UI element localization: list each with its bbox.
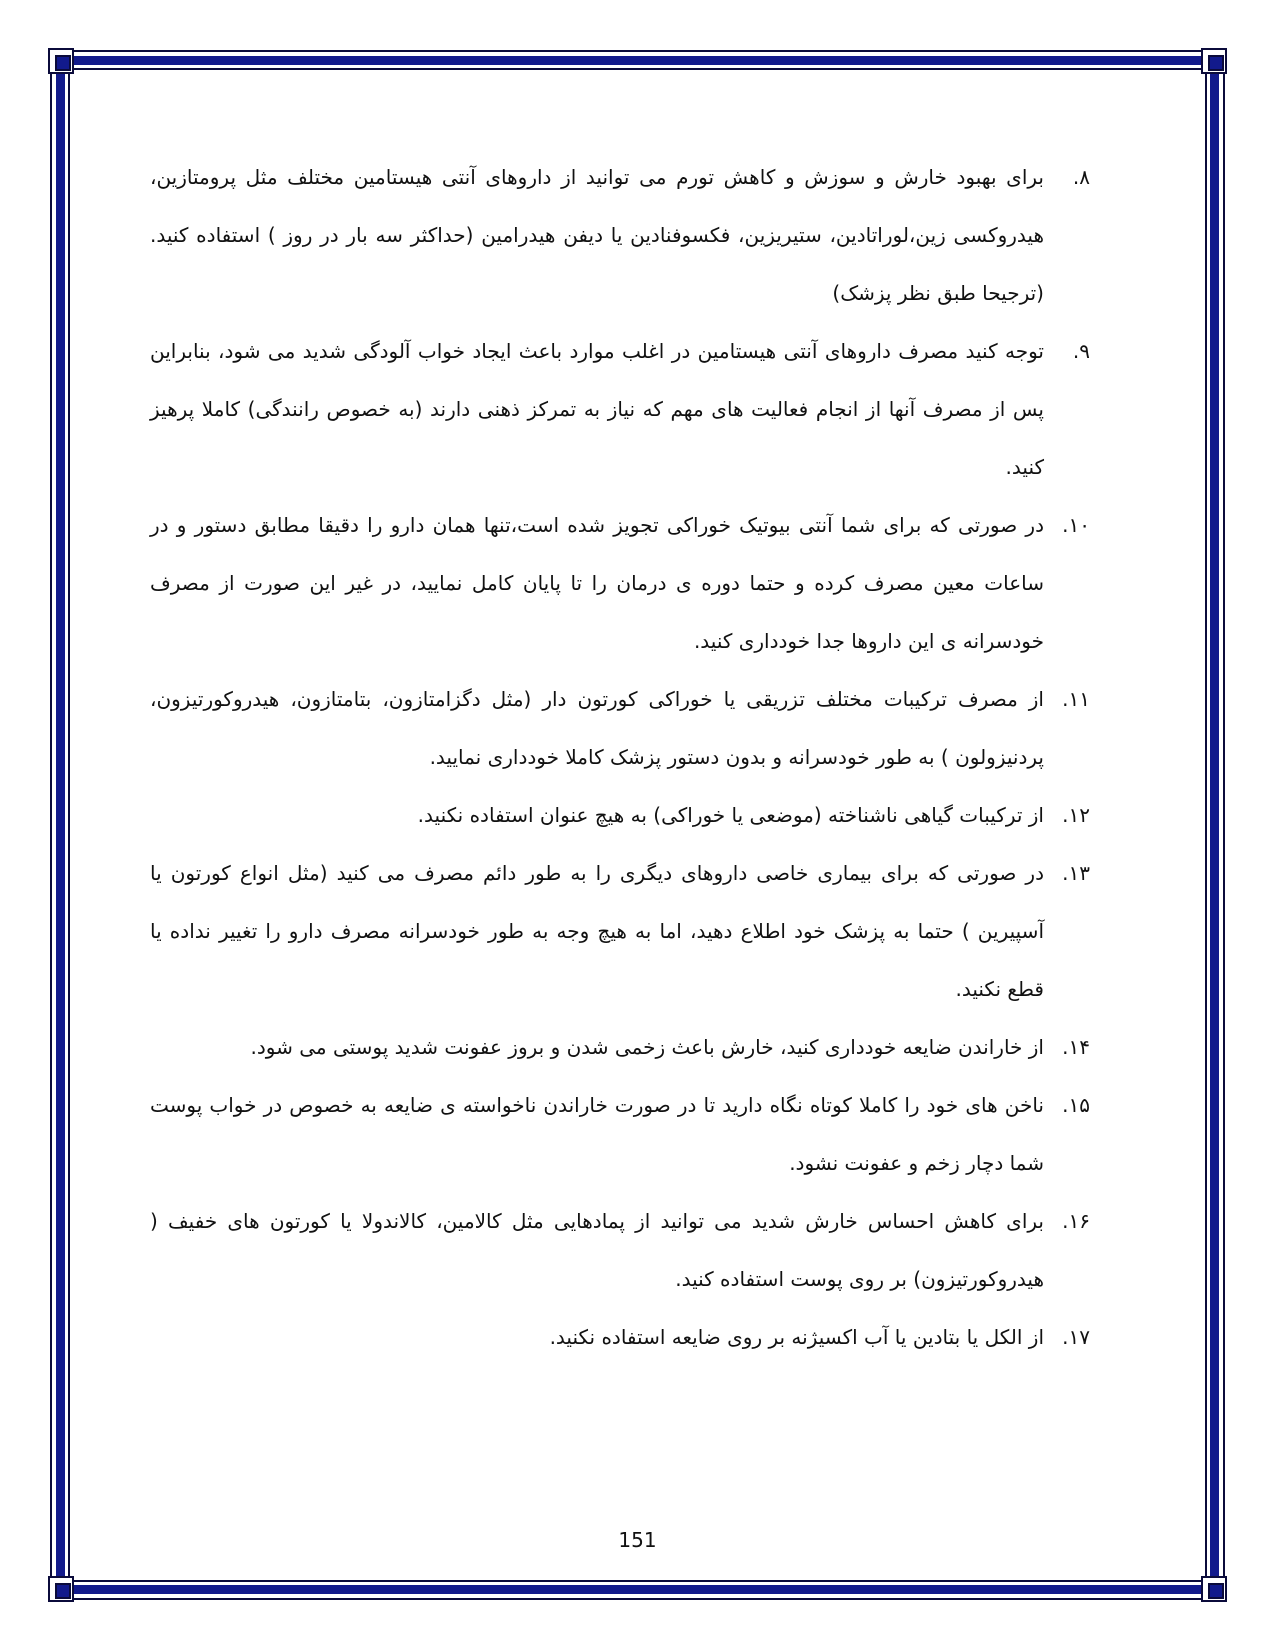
list-item-number: ۸. xyxy=(1072,165,1090,189)
list-item xyxy=(150,786,1090,844)
list-item-text: از الکل یا بتادین یا آب اکسیژنه بر روی ضایعه استفاده نکنید. xyxy=(549,1325,1044,1349)
border-corner-ornament xyxy=(48,1576,74,1602)
border-corner-ornament xyxy=(1201,48,1227,74)
list-item xyxy=(150,1076,1090,1192)
list-item-text: از مصرف ترکیبات مختلف تزریقی یا خوراکی کورتون دار (مثل دگزامتازون، بتامتازون، هیدروکورتیزون، پردنیزولون ) به طور خودسرانه و بدون دستور پزشک کاملا خودداری نمایید. xyxy=(150,687,1044,769)
list-item-number: ۱۷. xyxy=(1062,1325,1090,1349)
list-item-number: ۱۳. xyxy=(1062,861,1090,885)
list-item-number: ۱۲. xyxy=(1062,803,1090,827)
list-item xyxy=(150,844,1090,1018)
list-item-number: ۱۱. xyxy=(1062,687,1090,711)
list-item-text: در صورتی که برای شما آنتی بیوتیک خوراکی تجویز شده است،تنها همان دارو را دقیقا مطابق دستور و در ساعات معین مصرف کرده و حتما دوره ی درمان را تا پایان کامل نمایید، در غیر این صورت از مصرف خودسرانه ی این داروها جدا خودداری کنید. xyxy=(150,513,1044,653)
list-item xyxy=(150,1192,1090,1308)
list-item-text: از خاراندن ضایعه خودداری کنید، خارش باعث زخمی شدن و بروز عفونت شدید پوستی می شود. xyxy=(250,1035,1044,1059)
list-item-number: ۱۰. xyxy=(1062,513,1090,537)
list-item-number: ۹. xyxy=(1072,339,1090,363)
list-item xyxy=(150,1308,1090,1366)
page-number: 151 xyxy=(618,1528,657,1552)
border-corner-ornament xyxy=(1201,1576,1227,1602)
list-item xyxy=(150,322,1090,496)
list-item-text: در صورتی که برای بیماری خاصی داروهای دیگری را به طور دائم مصرف می کنید (مثل انواع کورتون یا آسپیرین ) حتما به پزشک خود اطلاع دهید، اما به هیچ وجه به طور خودسرانه مصرف دارو را تغییر نداده یا قطع نکنید. xyxy=(150,861,1044,1001)
list-item-text: ناخن های خود را کاملا کوتاه نگاه دارید تا در صورت خاراندن ناخواسته ی ضایعه به خصوص در خواب پوست شما دچار زخم و عفونت نشود. xyxy=(150,1093,1044,1175)
list-item xyxy=(150,148,1090,322)
list-item-number: ۱۵. xyxy=(1062,1093,1090,1117)
list-item-text: برای کاهش احساس خارش شدید می توانید از پمادهایی مثل کالامین، کالاندولا یا کورتون های خفیف ( هیدروکورتیزون) بر روی پوست استفاده کنید. xyxy=(150,1209,1044,1291)
list-item-number: ۱۴. xyxy=(1062,1035,1090,1059)
list-item-number: ۱۶. xyxy=(1062,1209,1090,1233)
list-item xyxy=(150,496,1090,670)
list-item-text: توجه کنید مصرف داروهای آنتی هیستامین در اغلب موارد باعث ایجاد خواب آلودگی شدید می شود، بنابراین پس از مصرف آنها از انجام فعالیت های مهم که نیاز به تمرکز ذهنی دارند (به خصوص رانندگی) کاملا پرهیز کنید. xyxy=(150,339,1044,479)
list-item xyxy=(150,1018,1090,1076)
list-item-text: برای بهبود خارش و سوزش و کاهش تورم می توانید از داروهای آنتی هیستامین مختلف مثل پرومتازین، هیدروکسی زین،لوراتادین، ستیریزین، فکسوفنادین یا دیفن هیدرامین (حداکثر سه بار در روز ) استفاده کنید.(ترجیحا طبق نظر پزشک) xyxy=(150,165,1044,305)
list-item-text: از ترکیبات گیاهی ناشناخته (موضعی یا خوراکی) به هیچ عنوان استفاده نکنید. xyxy=(417,803,1044,827)
numbered-list xyxy=(150,148,1090,1366)
border-corner-ornament xyxy=(48,48,74,74)
list-item xyxy=(150,670,1090,786)
